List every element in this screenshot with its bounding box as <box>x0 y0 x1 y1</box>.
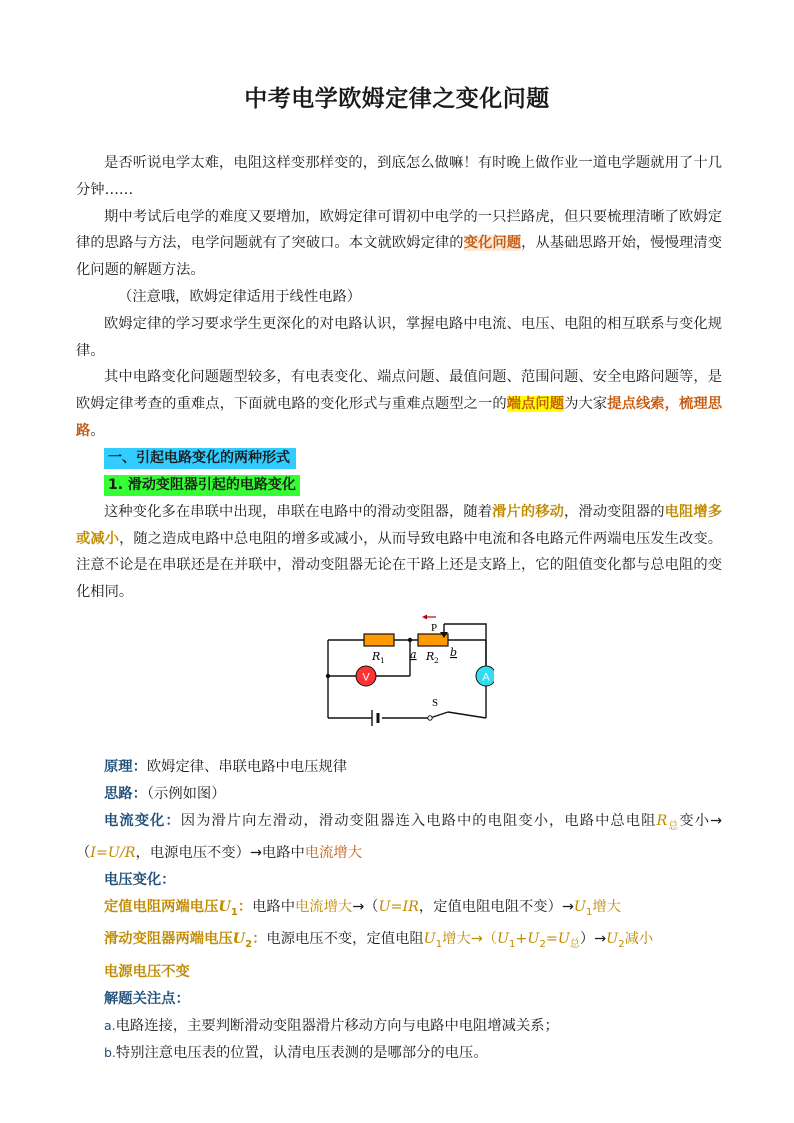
voltage-source-line <box>104 959 722 986</box>
text-run: ）→ <box>579 931 607 948</box>
point-b-label: b <box>450 645 458 659</box>
intro-paragraph-3: 欧姆定律的学习要求学生更深化的对电路认识，掌握电路中电流、电压、电阻的相互联系与变化规律。 <box>76 315 722 359</box>
section-heading-1: 一、引起电路变化的两种形式 <box>104 448 296 469</box>
u2-label: 滑动变阻器两端电压 <box>104 931 233 948</box>
u1-sub: 1 <box>585 906 593 918</box>
current-change-paragraph <box>76 808 722 867</box>
text-run: 变小→（ <box>76 812 723 862</box>
text-run: ，定值电阻电阻不变）→ <box>418 898 574 915</box>
r-total-symbol: R <box>656 812 668 829</box>
text-run: 电源电压不变，定值电阻 <box>266 931 424 948</box>
u1-sub: 1 <box>435 939 443 951</box>
intro-paragraph-4 <box>76 364 722 444</box>
thinking-label: 思路： <box>104 785 147 802</box>
key-points-label: 解题关注点： <box>104 990 190 1007</box>
rheostat-paragraph <box>76 499 722 606</box>
text-run: 这种变化多在串联中出现，串联在电路中的滑动变阻器，随着 <box>104 503 493 520</box>
page-title: 中考电学欧姆定律之变化问题 <box>244 86 550 112</box>
intro-paragraph-1: 是否听说电学太难，电阻这样变那样变的，到底怎么做嘛！有时晚上做作业一道电学题就用了十几分钟…… <box>76 155 722 198</box>
principle-line <box>104 754 722 781</box>
key-points-line <box>104 986 722 1013</box>
thinking-line <box>104 781 722 808</box>
text-run: 期中考试后电学的难度又要增加，欧姆定律可谓初中电学的一只拦路虎，但只要梳理清晰了欧姆定律的思路与方法，电学问题就有了突破口。本文就欧姆定律的 <box>76 208 722 252</box>
text-run: ，电源电压不变）→电路中 <box>135 845 305 862</box>
text-run: 其中电路变化问题题型较多，有电表变化、端点问题、最值问题、范围问题、安全电路问题等，是欧姆定律考查的重难点，下面就电路的变化形式与重难点题型之一的 <box>76 369 722 413</box>
voltage-change-line <box>104 867 722 894</box>
text-run: 电路中 <box>252 898 295 915</box>
switch-label: S <box>432 696 439 709</box>
key-point-b-letter: b. <box>104 1044 116 1060</box>
equals-sign: = <box>545 931 558 948</box>
voltage-u2-line <box>104 926 722 959</box>
circuit-diagram <box>322 614 494 732</box>
r2-label: R <box>426 649 435 663</box>
voltage-change-label: 电压变化： <box>104 872 176 888</box>
colon: ： <box>237 898 253 915</box>
formula-u-ir: U=IR <box>378 898 419 915</box>
source-voltage-constant: 电源电压不变 <box>104 964 190 981</box>
highlight-change-problem: 变化问题 <box>463 235 522 252</box>
voltage-u1-line <box>104 894 722 927</box>
note-paragraph: （注意哦，欧姆定律适用于线性电路） <box>118 288 362 305</box>
key-point-b-text: 特别注意电压表的位置，认清电压表测的是哪部分的电压。 <box>115 1044 488 1061</box>
left-arrow-icon <box>422 614 427 619</box>
intro-paragraph-2 <box>76 204 722 284</box>
point-a-label: a <box>410 647 417 661</box>
u2-sub: 2 <box>245 939 253 951</box>
current-increase-text: 电流增大 <box>304 845 362 862</box>
text-run: →（ <box>352 898 379 915</box>
text-run: 增大→（ <box>442 931 497 948</box>
voltmeter-label: V <box>362 671 370 684</box>
r1-resistor <box>364 634 394 646</box>
u1-symbol: U <box>423 931 436 948</box>
highlight-slider-move: 滑片的移动 <box>492 503 564 520</box>
u-total-sub: 总 <box>569 939 580 951</box>
thinking-text: （示例如图） <box>146 785 226 802</box>
text-run: 。 <box>90 422 105 439</box>
u2-sub: 2 <box>618 939 625 951</box>
text-run: ，从基础思路开始，慢慢理清变化问题的解题方法。 <box>76 235 723 279</box>
text-run: 因为滑片向左滑动，滑动变阻器连入电路中的电阻变小，电路中总电阻 <box>180 812 657 829</box>
u1-symbol: U <box>573 898 586 915</box>
key-point-a-letter: a. <box>104 1017 116 1033</box>
section-heading-1-1: 1. 滑动变阻器引起的电路变化 <box>104 475 300 496</box>
r2-label-sub: 2 <box>434 655 439 665</box>
r1-label-sub: 1 <box>380 655 385 665</box>
document-body <box>76 150 722 1066</box>
highlight-hint: 提点线索，梳理思路 <box>76 396 723 439</box>
circuit-figure <box>76 606 722 754</box>
text-run: 为大家 <box>564 396 608 413</box>
formula-i-u-r: I=U/R <box>90 845 136 862</box>
decrease-text: 减小 <box>624 931 654 948</box>
principle-text: 欧姆定律、串联电路中电压规律 <box>146 758 348 775</box>
text-run: ，随之造成电路中总电阻的增多或减小，从而导致电路中电流和各电路元件两端电压发生改变。注意不论是在串联还是在并联中，滑动变阻器无论在干路上还是支路上，它的阻值变化都与总电阻的变化相同。 <box>76 530 723 601</box>
ammeter-label: A <box>482 671 490 684</box>
key-point-b <box>104 1040 722 1067</box>
u1-sub: 1 <box>509 939 516 951</box>
u2-symbol: U <box>606 931 619 948</box>
current-increase-text: 电流增大 <box>295 898 353 915</box>
u2-symbol: U <box>527 931 540 948</box>
key-point-a <box>104 1013 722 1040</box>
increase-text: 增大 <box>592 898 621 915</box>
colon: ： <box>252 931 267 948</box>
u2-symbol: U <box>232 931 246 948</box>
current-change-label: 电流变化： <box>104 812 181 829</box>
u1-symbol: U <box>218 898 231 915</box>
highlight-endpoint-problem: 端点问题 <box>506 396 565 413</box>
u1-symbol: U <box>496 931 510 948</box>
u1-label: 定值电阻两端电压 <box>104 898 219 915</box>
r1-label: R <box>372 649 381 663</box>
slider-p-label: P <box>431 621 438 634</box>
highlight-resistance-change: 电阻增多或减小 <box>76 503 723 547</box>
u1-sub: 1 <box>230 906 238 918</box>
text-run: ，滑动变阻器的 <box>563 503 665 520</box>
plus-sign: + <box>515 931 528 948</box>
r-total-sub: 总 <box>667 820 680 832</box>
key-point-a-text: 电路连接，主要判断滑动变阻器滑片移动方向与电路中电阻增减关系； <box>115 1017 559 1034</box>
principle-label: 原理： <box>104 758 147 775</box>
u-total-symbol: U <box>557 931 570 948</box>
u2-sub: 2 <box>539 939 546 951</box>
switch-contact <box>428 716 432 720</box>
